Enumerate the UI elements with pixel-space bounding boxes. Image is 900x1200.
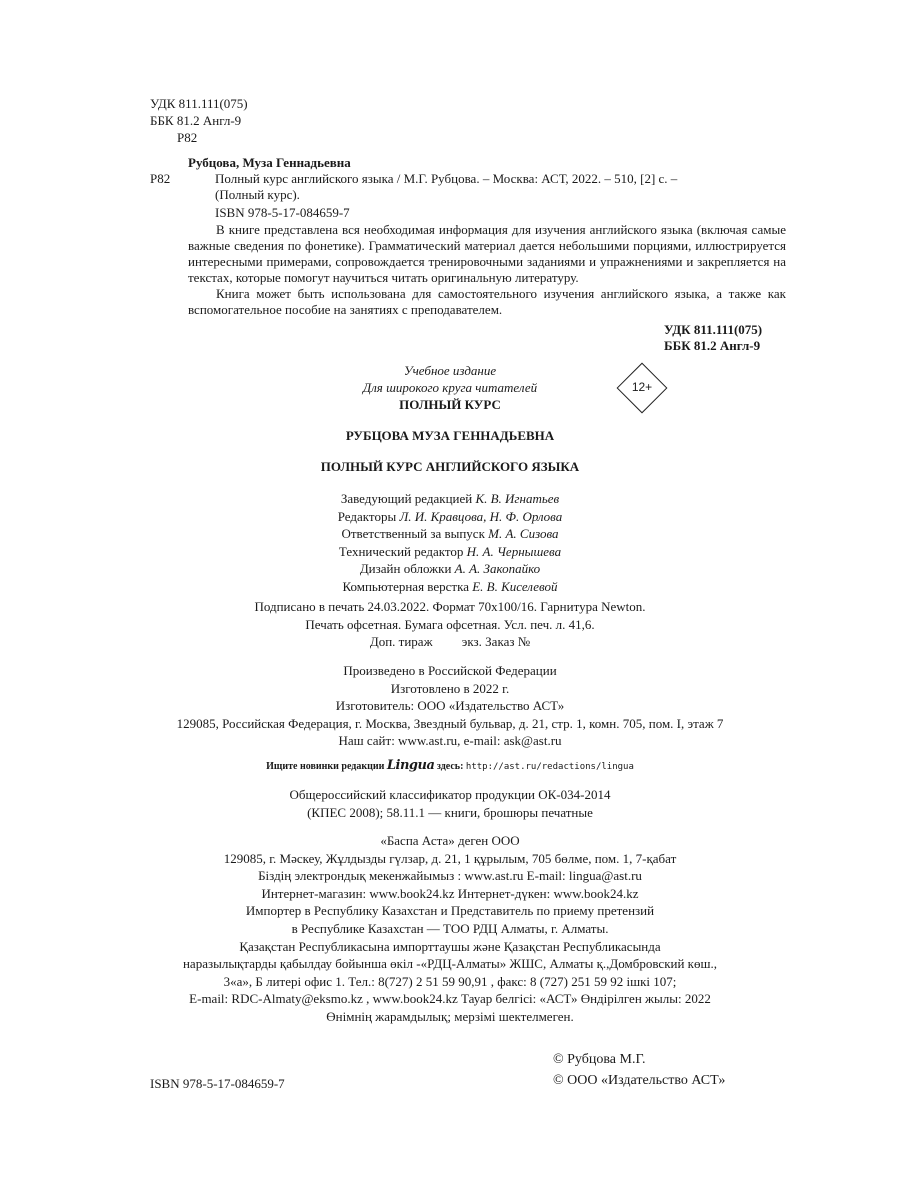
credits-list xyxy=(150,490,750,596)
copyright-publisher: © ООО «Издательство АСТ» xyxy=(553,1073,726,1088)
record-isbn: ISBN 978-5-17-084659-7 xyxy=(215,205,350,220)
udk-right: УДК 811.111(075) xyxy=(664,322,763,337)
annotation xyxy=(188,222,786,318)
lingua-line: Ищите новинки редакции Lingua здесь: http://ast.ru/redactions/lingua xyxy=(266,758,634,773)
edition-audience: Для широкого круга читателей xyxy=(362,380,538,395)
bbk-right: ББК 81.2 Англ-9 xyxy=(664,338,761,353)
edition-series: ПОЛНЫЙ КУРС xyxy=(399,397,501,412)
lingua-logo: Lingua xyxy=(386,758,435,773)
title-caps: ПОЛНЫЙ КУРС АНГЛИЙСКОГО ЯЗЫКА xyxy=(320,459,580,474)
annotation-paragraph: Книга может быть использована для самостоятельного изучения английского языка, а также как вспомогательное пособие на занятиях с преподавателем. xyxy=(188,286,786,317)
credit-line: Компьютерная верстка Е. В. Киселевой xyxy=(342,578,558,594)
lingua-url[interactable]: http://ast.ru/redactions/lingua xyxy=(465,762,634,772)
author-caps: РУБЦОВА МУЗА ГЕННАДЬЕВНА xyxy=(345,428,555,443)
udk-code: УДК 811.111(075) xyxy=(150,96,248,111)
annotation-paragraph: В книге представлена вся необходимая информация для изучения английского языка (включая самые важные сведения по фонетике). Грамматический материал дается небольшими порциями, иллюстрируется интересными примерами, сопровождается тренировочными заданиями и упражнениями и закрепляется на текстах, которые помогут научиться читать оригинальную литературу. xyxy=(188,222,786,285)
record-series: (Полный курс). xyxy=(215,187,300,202)
record-title: Полный курс английского языка / М.Г. Рубцова. – Москва: АСТ, 2022. – 510, [2] с. – xyxy=(215,171,678,186)
print-data: Подписано в печать 24.03.2022. Формат 70x100/16. Гарнитура Newton. Печать офсетная. Бумага офсетная. Усл. печ. л. 41,6. Доп. тираж экз. Заказ № xyxy=(254,599,646,650)
credit-line: Технический редактор Н. А. Чернышева xyxy=(338,543,562,559)
age-rating: 12+ xyxy=(631,380,653,394)
record-code: Р82 xyxy=(150,171,171,186)
author-mark: Р82 xyxy=(177,130,198,145)
copyright-author: © Рубцова М.Г. xyxy=(553,1052,646,1067)
production-info: Произведено в Российской Федерации Изготовлено в 2022 г. Изготовитель: ООО «Издательство АСТ» 129085, Российская Федерация, г. Москва, Звездный бульвар, д. 21, стр. 1, комн. 705, пом. I, этаж 7 Наш сайт: www.ast.ru, e-mail: ask@ast.ru xyxy=(176,663,724,749)
record-author: Рубцова, Муза Геннадьевна xyxy=(188,155,351,170)
importer-info: «Баспа Аста» деген ООО 129085, г. Мәскеу, Жұлдызды гүлзар, д. 21, 1 құрылым, 705 бөлме, пом. 1, 7-қабат Біздің электрондық мекенжайымыз : www.ast.ru E-mail: lingua@ast.ru Интернет-магазин: www.book24.kz Интернет-дүкен: www.book24.kz Импортер в Республику Казахстан и Представитель по приему претензий в Республике Казахстан — ТОО РДЦ Алматы, г. Алматы. Қазақстан Республикасына импорттаушы және Қазақстан Республикасында наразылықтарды қабылдау бойынша өкіл -«РДЦ-Алматы» ЖШС, Алматы қ.,Домбровский көш., 3«а», Б литері офис 1. Тел.: 8(727) 2 51 59 90,91 , факс: 8 (727) 251 59 92 ішкі 107; E-mail: RDC-Almaty@eksmo.kz , www.book24.kz Тауар белгісі: «АСТ» Өндірілген жылы: 2022 Өнімнің жарамдылық; мерзімі шектелмеген. xyxy=(182,833,718,1024)
bbk-code: ББК 81.2 Англ-9 xyxy=(150,113,242,128)
edition-type: Учебное издание xyxy=(403,363,497,378)
credit-line: Ответственный за выпуск М. А. Сизова xyxy=(341,526,559,542)
credit-line: Заведующий редакцией К. В. Игнатьев xyxy=(340,491,560,506)
classifier: Общероссийский классификатор продукции ОК-034-2014 (КПЕС 2008); 58.11.1 — книги, брошюры печатные xyxy=(289,787,611,820)
credit-line: Редакторы Л. И. Кравцова, Н. Ф. Орлова xyxy=(337,508,563,524)
footer-isbn: ISBN 978-5-17-084659-7 xyxy=(150,1076,285,1091)
credit-line: Дизайн обложки А. А. Закопайко xyxy=(359,561,541,577)
